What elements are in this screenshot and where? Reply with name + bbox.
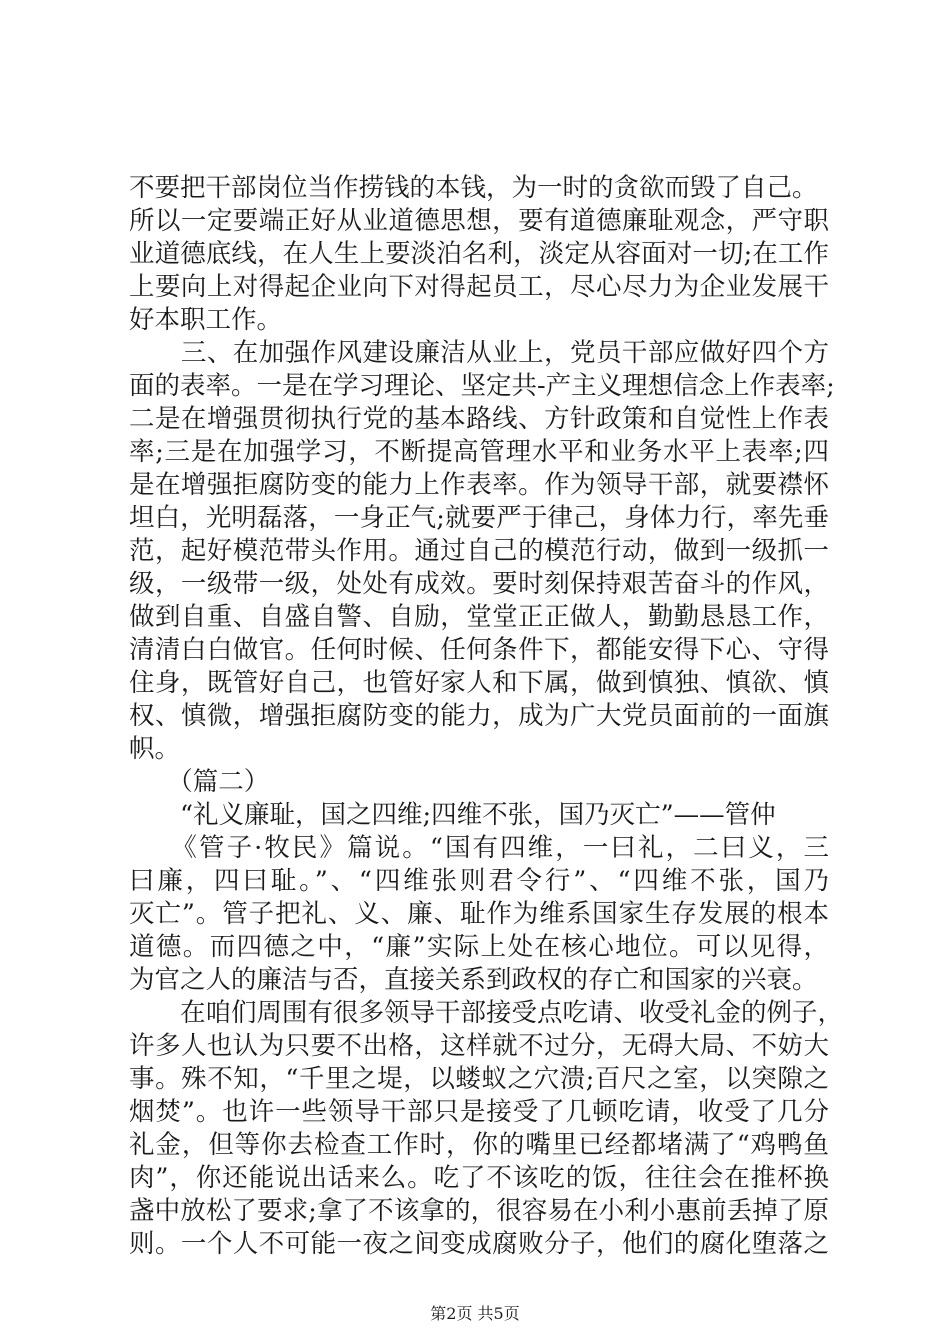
text-line: 坦白，光明磊落，一身正气;就要严于律己，身体力行，率先垂 [129,503,829,533]
text-line: 范，起好模范带头作用。通过自己的模范行动，做到一级抓一 [129,536,829,566]
text-line: 灭亡”。管子把礼、义、廉、耻作为维系国家生存发展的根本 [129,899,829,929]
text-line: 肉”，你还能说出话来么。吃了不该吃的饭，往往会在推杯换 [129,1163,829,1193]
text-line: 三、在加强作风建设廉洁从业上，党员干部应做好四个方 [129,338,829,368]
page-number-footer: 第2页 共5页 [430,1304,520,1323]
text-line: 在咱们周围有很多领导干部接受点吃请、收受礼金的例子， [129,998,844,1028]
text-line: 礼金，但等你去检查工作时，你的嘴里已经都堵满了“鸡鸭鱼 [129,1130,829,1160]
text-line: 则。一个人不可能一夜之间变成腐败分子，他们的腐化堕落之 [129,1229,829,1259]
text-line: 率;三是在加强学习，不断提高管理水平和业务水平上表率;四 [129,437,829,467]
document-body [129,172,844,1261]
text-line: 为官之人的廉洁与否，直接关系到政权的存亡和国家的兴衰。 [129,965,818,995]
text-line: （篇二） [129,767,270,797]
text-line: 事。殊不知，“千里之堤，以蝼蚁之穴溃;百尺之室，以突隙之 [129,1064,829,1094]
text-line: 面的表率。一是在学习理论、坚定共-产主义理想信念上作表率; [129,371,835,401]
text-line: 上要向上对得起企业向下对得起员工，尽心尽力为企业发展干 [129,272,829,302]
text-line: 曰廉，四曰耻。”、“四维张则君令行”、“四维不张，国乃 [129,866,829,896]
text-line: 盏中放松了要求;拿了不该拿的，很容易在小利小惠前丢掉了原 [129,1196,829,1226]
text-line: 二是在增强贯彻执行党的基本路线、方针政策和自觉性上作表 [129,404,829,434]
text-line: 好本职工作。 [129,305,283,335]
text-line: 不要把干部岗位当作捞钱的本钱，为一时的贪欲而毁了自己。 [129,173,818,203]
text-line: 道德。而四德之中，“廉”实际上处在核心地位。可以见得， [129,932,829,962]
text-line: 许多人也认为只要不出格，这样就不过分，无碍大局、不妨大 [129,1031,829,1061]
text-line: 烟焚”。也许一些领导干部只是接受了几顿吃请，收受了几分 [129,1097,829,1127]
text-line: 帜。 [129,734,181,764]
text-line: 业道德底线，在人生上要淡泊名利，淡定从容面对一切;在工作 [129,239,829,269]
text-line: “礼义廉耻，国之四维;四维不张，国乃灭亡”——管仲 [129,800,776,830]
text-line: 清清白白做官。任何时候、任何条件下，都能安得下心、守得 [129,635,829,665]
text-line: 《管子·牧民》篇说。“国有四维，一曰礼，二曰义，三 [129,833,829,863]
text-line: 所以一定要端正好从业道德思想，要有道德廉耻观念，严守职 [129,206,829,236]
text-line: 做到自重、自盛自警、自励，堂堂正正做人，勤勤恳恳工作， [129,602,829,632]
text-line: 级，一级带一级，处处有成效。要时刻保持艰苦奋斗的作风， [129,569,829,599]
text-line: 是在增强拒腐防变的能力上作表率。作为领导干部，就要襟怀 [129,470,829,500]
text-line: 住身，既管好自己，也管好家人和下属，做到慎独、慎欲、慎 [129,668,829,698]
text-line: 权、慎微，增强拒腐防变的能力，成为广大党员面前的一面旗 [129,701,829,731]
